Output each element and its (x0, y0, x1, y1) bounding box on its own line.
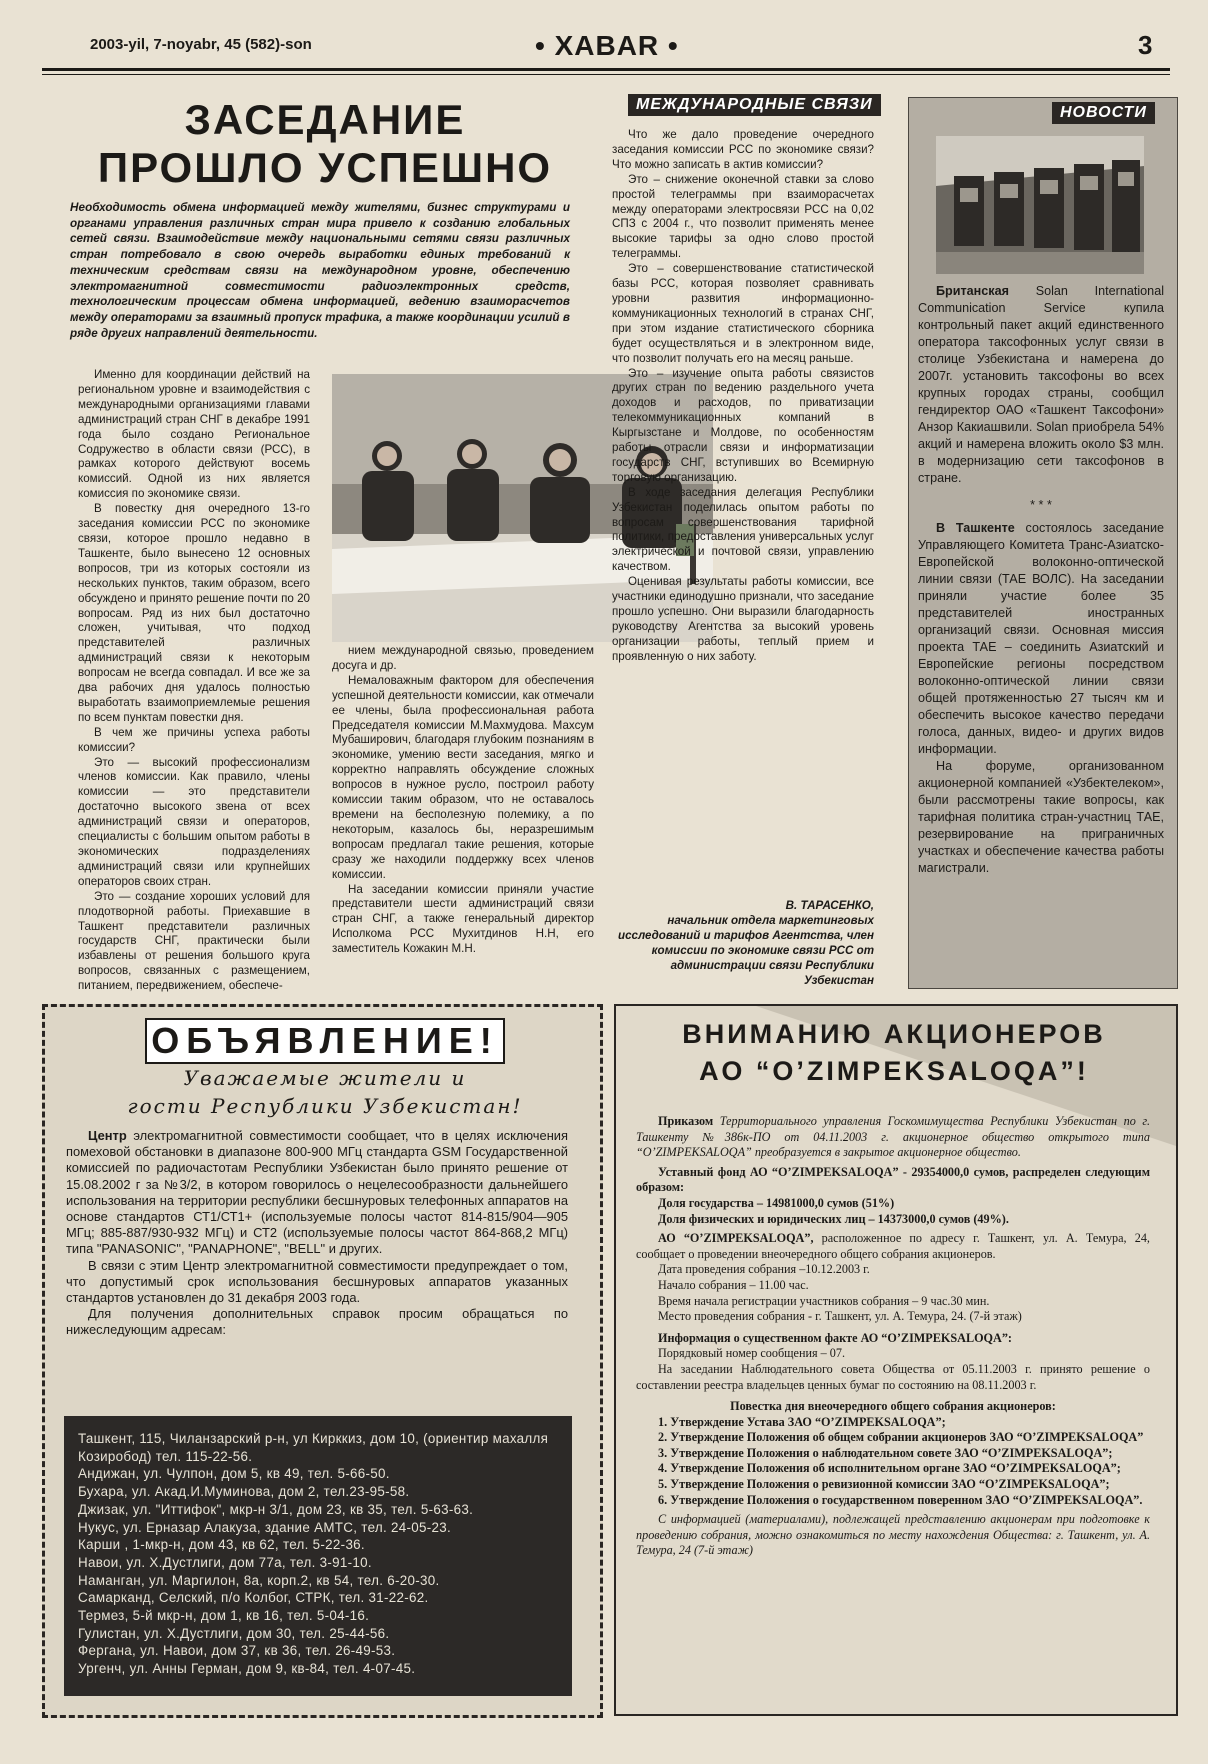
announcement-title-text: ОБЪЯВЛЕНИЕ! (145, 1018, 505, 1064)
issue-info: 2003-yil, 7-noyabr, 45 (582)-son (90, 36, 312, 53)
order-text: Территориального управления Госкомимущества Республики Узбекистан по г. Ташкенту №386к-ПО от 04.11.2003 г. акционерное общество открытого типа “O’ZIMPEKSALOQA” преобразуется в закрытое акционерное общество. (636, 1114, 1150, 1160)
agenda-item-2: 2. Утверждение Положения об общем собрании акционеров ЗАО “O’ZIMPEKSALOQA” (658, 1430, 1144, 1445)
section-tag: МЕЖДУНАРОДНЫЕ СВЯЗИ (628, 94, 881, 116)
shareholders-text (636, 1114, 1150, 1559)
article-headline (60, 96, 590, 192)
greeting-line-2: гости Республики Узбекистан! (127, 1094, 523, 1118)
address-line-5: Нукус, ул. Ерназар Алакуза, здание АМТС, тел. 24-05-23. (78, 1519, 452, 1535)
address-line-13: Ургенч, ул. Анны Герман, дом 9, кв-84, тел. 4-07-45. (78, 1661, 416, 1677)
address-line-6: Карши , 1-мкр-н, дом 43, кв 62, тел. 5-22-36. (78, 1537, 365, 1553)
headline-line-1: ЗАСЕДАНИЕ (184, 96, 466, 143)
article-signature (612, 898, 874, 988)
address-line-11: Гулистан, ул. Х.Дустлиги, дом 30, тел. 25-44-56. (78, 1625, 390, 1641)
shareholders-title-line-1: ВНИМАНИЮ АКЦИОНЕРОВ (682, 1019, 1106, 1049)
agenda-item-5: 5. Утверждение Положения о ревизионной комиссии ЗАО “O’ZIMPEKSALOQA”; (658, 1477, 1110, 1492)
article-column-2 (332, 644, 594, 957)
article-lead: Необходимость обмена информацией между жителями, бизнес структурами и органами управления различных стран мира привело к созданию глобальных сетей связи. Взаимодействие между национальными сетями связи различных стран потребовало в свою очередь выработки единых требований к техническим средствам связи на международном уровне, обеспечению электромагнитной совместимости радиоэлектронных средств, технологическим процессам обмена информацией, ведению взаиморасчетов между операторами за взаимный пропуск трафика, а также координации усилий в ряде других направлений деятельности. (70, 201, 570, 340)
masthead-rule-thin (42, 74, 1170, 75)
address-line-4: Джизак, ул. "Иттифок", мкр-н 3/1, дом 23, кв 35, тел. 5-63-63. (78, 1501, 474, 1517)
agenda-item-6: 6. Утверждение Положения о государственном поверенном ЗАО “O’ZIMPEKSALOQA”. (658, 1492, 1143, 1507)
address-line-9: Самарканд, Селский, п/о Колбог, СТРК, тел. 31-22-62. (78, 1590, 429, 1606)
col3-paragraph-4: Это – изучение опыта работы связистов других стран по ведению раздельного учета доходов и расходов, по приватизации телекоммуникационных компаний в Кыргызстане и Молдове, по особенностям работы отрасли связи и информатизации государств СНГ, вступивших во Всемирную торговую организацию. (612, 366, 874, 484)
agenda-item-1: 1. Утверждение Устава ЗАО “O’ZIMPEKSALOQA”; (658, 1414, 946, 1429)
address-line-1: Ташкент, 115, Чиланзарский р-н, ул Кирккиз, дом 10, (ориентир махалля Козиробод) тел. 115-22-56. (78, 1431, 549, 1464)
col3-paragraph-3: Это – совершенствование статистической базы РСС, которая позволяет сравнивать уровни развития информационно-коммуникационных технологий в странах СНГ, при этом издание статистического сборника будет осуществляться и в электронном виде, что позволит получать его на месяц раньше. (612, 262, 874, 365)
state-share: Доля государства – 14981000,0 сумов (51%) (658, 1195, 895, 1210)
col3-paragraph-2: Это – снижение оконечной ставки за слово простой телеграммы при взаиморасчетах между операторами электросвязи РСС на 0,02 СПЗ с 2004 г., что позволит применять менее высокие тарифы за одно слово простой телеграммы. (612, 172, 874, 261)
capital-text: Уставный фонд АО “O’ZIMPEKSALOQA” - 29354000,0 сумов, распределен следующим образом: (636, 1164, 1150, 1195)
news-item-2: состоялось заседание Управляющего Комитета Транс-Азиатско-Европейской волоконно-оптической линии связи (ТАЕ ВОЛС). На заседании приняли участие более 35 представителей иностранных организаций связи. Основная миссия проекта ТАЕ – соединить Азиатский и Европейские регионы посредством волоконно-оптической линии связи общей протяженностью 27 тысяч км и обеспечить высокое качество передачи голоса, данных, видео- и других видов информации. (918, 521, 1164, 756)
news-item-3: На форуме, организованном акционерной компанией «Узбектелеком», были рассмотрены такие вопросы, как тарифная политика стран-участниц ТАЕ, резервирование на приграничных участках и обеспечение качества работы магистрали. (918, 759, 1164, 875)
newspaper-name: • XABAR • (535, 30, 679, 61)
meeting-detail-1: Дата проведения собрания –10.12.2003 г. (658, 1262, 870, 1277)
col1-paragraph-3: В чем же причины успеха работы комиссии? (78, 725, 310, 754)
news-item-1-lead: Британская (936, 284, 1009, 298)
shareholders-title (624, 1016, 1164, 1090)
address-line-7: Навои, ул. Х.Дустлиги, дом 77а, тел. 3-91-10. (78, 1554, 372, 1570)
col1-paragraph-5: Это — создание хороших условий для плодотворной работы. Приехавшие в Ташкент представители различных государств СНГ, практически были избавлены от решения большого круга вопросов, связанных с размещением, питанием, передвижением, обеспече- (78, 889, 310, 993)
closing-note: С информацией (материалами), подлежащей представлению акционерам при подготовке к проведению собрания, можно ознакомиться по месту нахождения Общества: г. Ташкент, ул. А. Темура, 24 (7-й этаж) (636, 1512, 1150, 1558)
agenda-item-3: 3. Утверждение Положения о наблюдательном совете ЗАО “O’ZIMPEKSALOQA”; (658, 1445, 1113, 1460)
fact-heading: Информация о существенном факте АО “O’ZIMPEKSALOQA”: (658, 1330, 1012, 1345)
order-lead: Приказом (658, 1114, 714, 1128)
meeting-details (636, 1262, 1150, 1324)
address-line-10: Термез, 5-й мкр-н, дом 1, кв 16, тел. 5-04-16. (78, 1608, 370, 1624)
news-item-2-lead: В Ташкенте (936, 521, 1015, 535)
news-item-1: Solan International Communication Service купила контрольный пакет акций единственного оператора таксофонных услуг связи в столице Узбекистана и намерена до 2007г. установить таксофоны во всех крупных городах страны, сообщил гендиректор ОАО «Ташкент Таксофони» Анзор Какиашвили. Solan приобрела 54% акций и намерена вложить около $3 млн. в модернизацию сети таксофонов в стране. (918, 284, 1164, 485)
col1-paragraph-2: В повестку дня очередного 13-го заседания комиссии РСС по экономике связи, которое прошло недавно в Ташкенте, было вынесено 12 основных вопросов, три из которых состояли из нескольких пунктов, таким образом, всего обсуждено и принято решение почти по 20 вопросам. Ряд из них был достаточно сложен, учитывая, что подход представителей различных администраций связи к некоторым вопросам не всегда совпадал. И все же за два рабочих дня удалось полностью выработать взаимоприемлемые решения по всем пунктам повестки дня. (78, 502, 310, 724)
greeting-line-1: Уважаемые жители и (183, 1066, 467, 1090)
agenda-heading: Повестка дня внеочередного общего собрания акционеров: (730, 1399, 1056, 1414)
article-column-3 (612, 128, 874, 665)
announcement-para-1: электромагнитной совместимости сообщает, что в целях исключения помеховой обстановки в диапазоне 800-900 МГц стандарта GSM Государственной комиссией по радиочастотам Республики Узбекистан было принято решение от 15.08.2002 г за №3/2, в котором говорилось о нецелесообразности дальнейшего использования на территории республики бесшнуровых телефонных аппаратов на основе стандартов СТ1/СТ1+ (используемые полосы частот 814-815/904—905 МГц; 885-887/930-932 МГц) и СТ2 (используемые полосы частот 864-868,2 МГц) типа "PANASONIC", "PANAPHONE", "BELL" и других. (66, 1128, 568, 1257)
meeting-notice: расположенное по адресу г. Ташкент, ул. А. Темура, 24, сообщает о проведении внеочередного общего собрания акционеров. (636, 1231, 1150, 1261)
col2-paragraph-2: Немаловажным фактором для обеспечения успешной деятельности комиссии, как отмечали ее члены, была профессиональная работа Председателя комиссии М.Махмудова. Махсум Мубаширович, благодаря глубоким познаниям в экономике, умению вести заседания, мягко и корректно направлять обсуждение сложных вопросов в нужное русло, построил работу комиссии таким образом, что не оставалось времени на бесполезную полемику, а по некоторым, казалось бы, неразрешимым вопросам предлагал такие решения, которые сразу же находили поддержку всех членов комиссии. (332, 673, 594, 881)
announcement-para-2: В связи с этим Центр электромагнитной совместимости предупреждает о том, что допустимый срок использования бесшнуровых аппаратов указанных стандартов установлен до 31 декабря 2003 года. (66, 1257, 568, 1306)
announcement-title (140, 1018, 510, 1062)
address-list (78, 1430, 568, 1678)
fact-number: Порядковый номер сообщения – 07. (658, 1346, 846, 1361)
news-tag: НОВОСТИ (1052, 102, 1155, 124)
meeting-detail-3: Время начала регистрации участников собрания – 9 час.30 мин. (658, 1293, 990, 1308)
col2-paragraph-3: На заседании комиссии приняли участие представители шести администраций связи стран СНГ, а также генеральный директор Исполкома РСС Мухитдинов Н.Н, его заместитель Кожакин М.Н. (332, 882, 594, 956)
private-share: Доля физических и юридических лиц – 14373000,0 сумов (49%). (658, 1211, 1009, 1226)
col2-paragraph-1: нием международной связью, проведением досуга и др. (332, 644, 594, 672)
headline-line-2: ПРОШЛО УСПЕШНО (97, 144, 553, 191)
col1-paragraph-4: Это — высокий профессионализм членов комиссии. Как правило, члены комиссии — это представители достаточно высокого звена от всех администраций связи и операторов, специалисты с большим опытом работы в экономических подразделениях администраций связи или крупнейших операторов своих стран. (78, 755, 310, 888)
col3-paragraph-1: Что же дало проведение очередного заседания комиссии РСС по экономике связи? Что можно записать в актив комиссии? (612, 128, 874, 171)
masthead-rule (42, 68, 1170, 71)
meeting-detail-2: Начало собрания – 11.00 час. (658, 1277, 809, 1292)
col3-paragraph-5: В ходе заседания делегация Республики Узбекистан поделилась опытом работы по вопросам совершенствования тарифной политики, предоставления универсальных услуг электрической и почтовой связи, управлению качеством. (612, 485, 874, 574)
agenda-item-4: 4. Утверждение Положения об исполнительном органе ЗАО “O’ZIMPEKSALOQA”; (658, 1461, 1121, 1476)
col1-paragraph-1: Именно для координации действий на региональном уровне и взаимодействия с международными организациями главами администраций стран СНГ в декабре 1991 года было создано Региональное Содружество в области связи (РСС), в рамках которого действуют восемь комиссий. Одной из них является комиссия по экономике связи. (78, 368, 310, 501)
address-line-2: Андижан, ул. Чулпон, дом 5, кв 49, тел. 5-66-50. (78, 1466, 390, 1482)
announcement-lead: Центр (88, 1128, 127, 1143)
agenda-list (636, 1415, 1150, 1509)
author-title: начальник отдела маркетинговых исследований и тарифов Агентства, член комиссии по экономике связи РСС от администрации связи Республики Узбекистан (618, 914, 874, 987)
article-column-1 (78, 368, 310, 994)
announcement-para-3: Для получения дополнительных справок просим обращаться по нижеследующим адресам: (66, 1306, 568, 1338)
col3-paragraph-6: Оценивая результаты работы комиссии, все участники единодушно признали, что заседание прошло успешно. Они выразили благодарность руководству Агентства за высокий уровень организации работы, теплый прием и проявленную о них заботу. (612, 575, 874, 663)
fact-text: На заседании Наблюдательного совета Общества от 05.11.2003 г. принято решение о составлении реестра владельцев ценных бумаг по состоянию на 08.11.2003 г. (636, 1361, 1150, 1392)
page-number: 3 (1138, 30, 1153, 60)
address-line-12: Фергана, ул. Навои, дом 37, кв 36, тел. 26-49-53. (78, 1643, 396, 1659)
shareholders-title-line-2: АО “O’ZIMPEKSALOQA”! (699, 1056, 1089, 1086)
address-line-8: Наманган, ул. Маргилон, 8а, корп.2, кв 54, тел. 6-20-30. (78, 1572, 440, 1588)
news-separator: * * * (1030, 498, 1052, 512)
meeting-detail-4: Место проведения собрания - г. Ташкент, ул. А. Темура, 24. (7-й этаж) (658, 1309, 1022, 1324)
meeting-notice-lead: АО “O’ZIMPEKSALOQA”, (658, 1231, 814, 1246)
payphone-photo (936, 136, 1144, 274)
announcement-body (66, 1128, 568, 1339)
address-line-3: Бухара, ул. Акад.И.Муминова, дом 2, тел.23-95-58. (78, 1484, 410, 1500)
author-name: В. ТАРАСЕНКО, (785, 899, 874, 912)
news-items (918, 283, 1164, 877)
